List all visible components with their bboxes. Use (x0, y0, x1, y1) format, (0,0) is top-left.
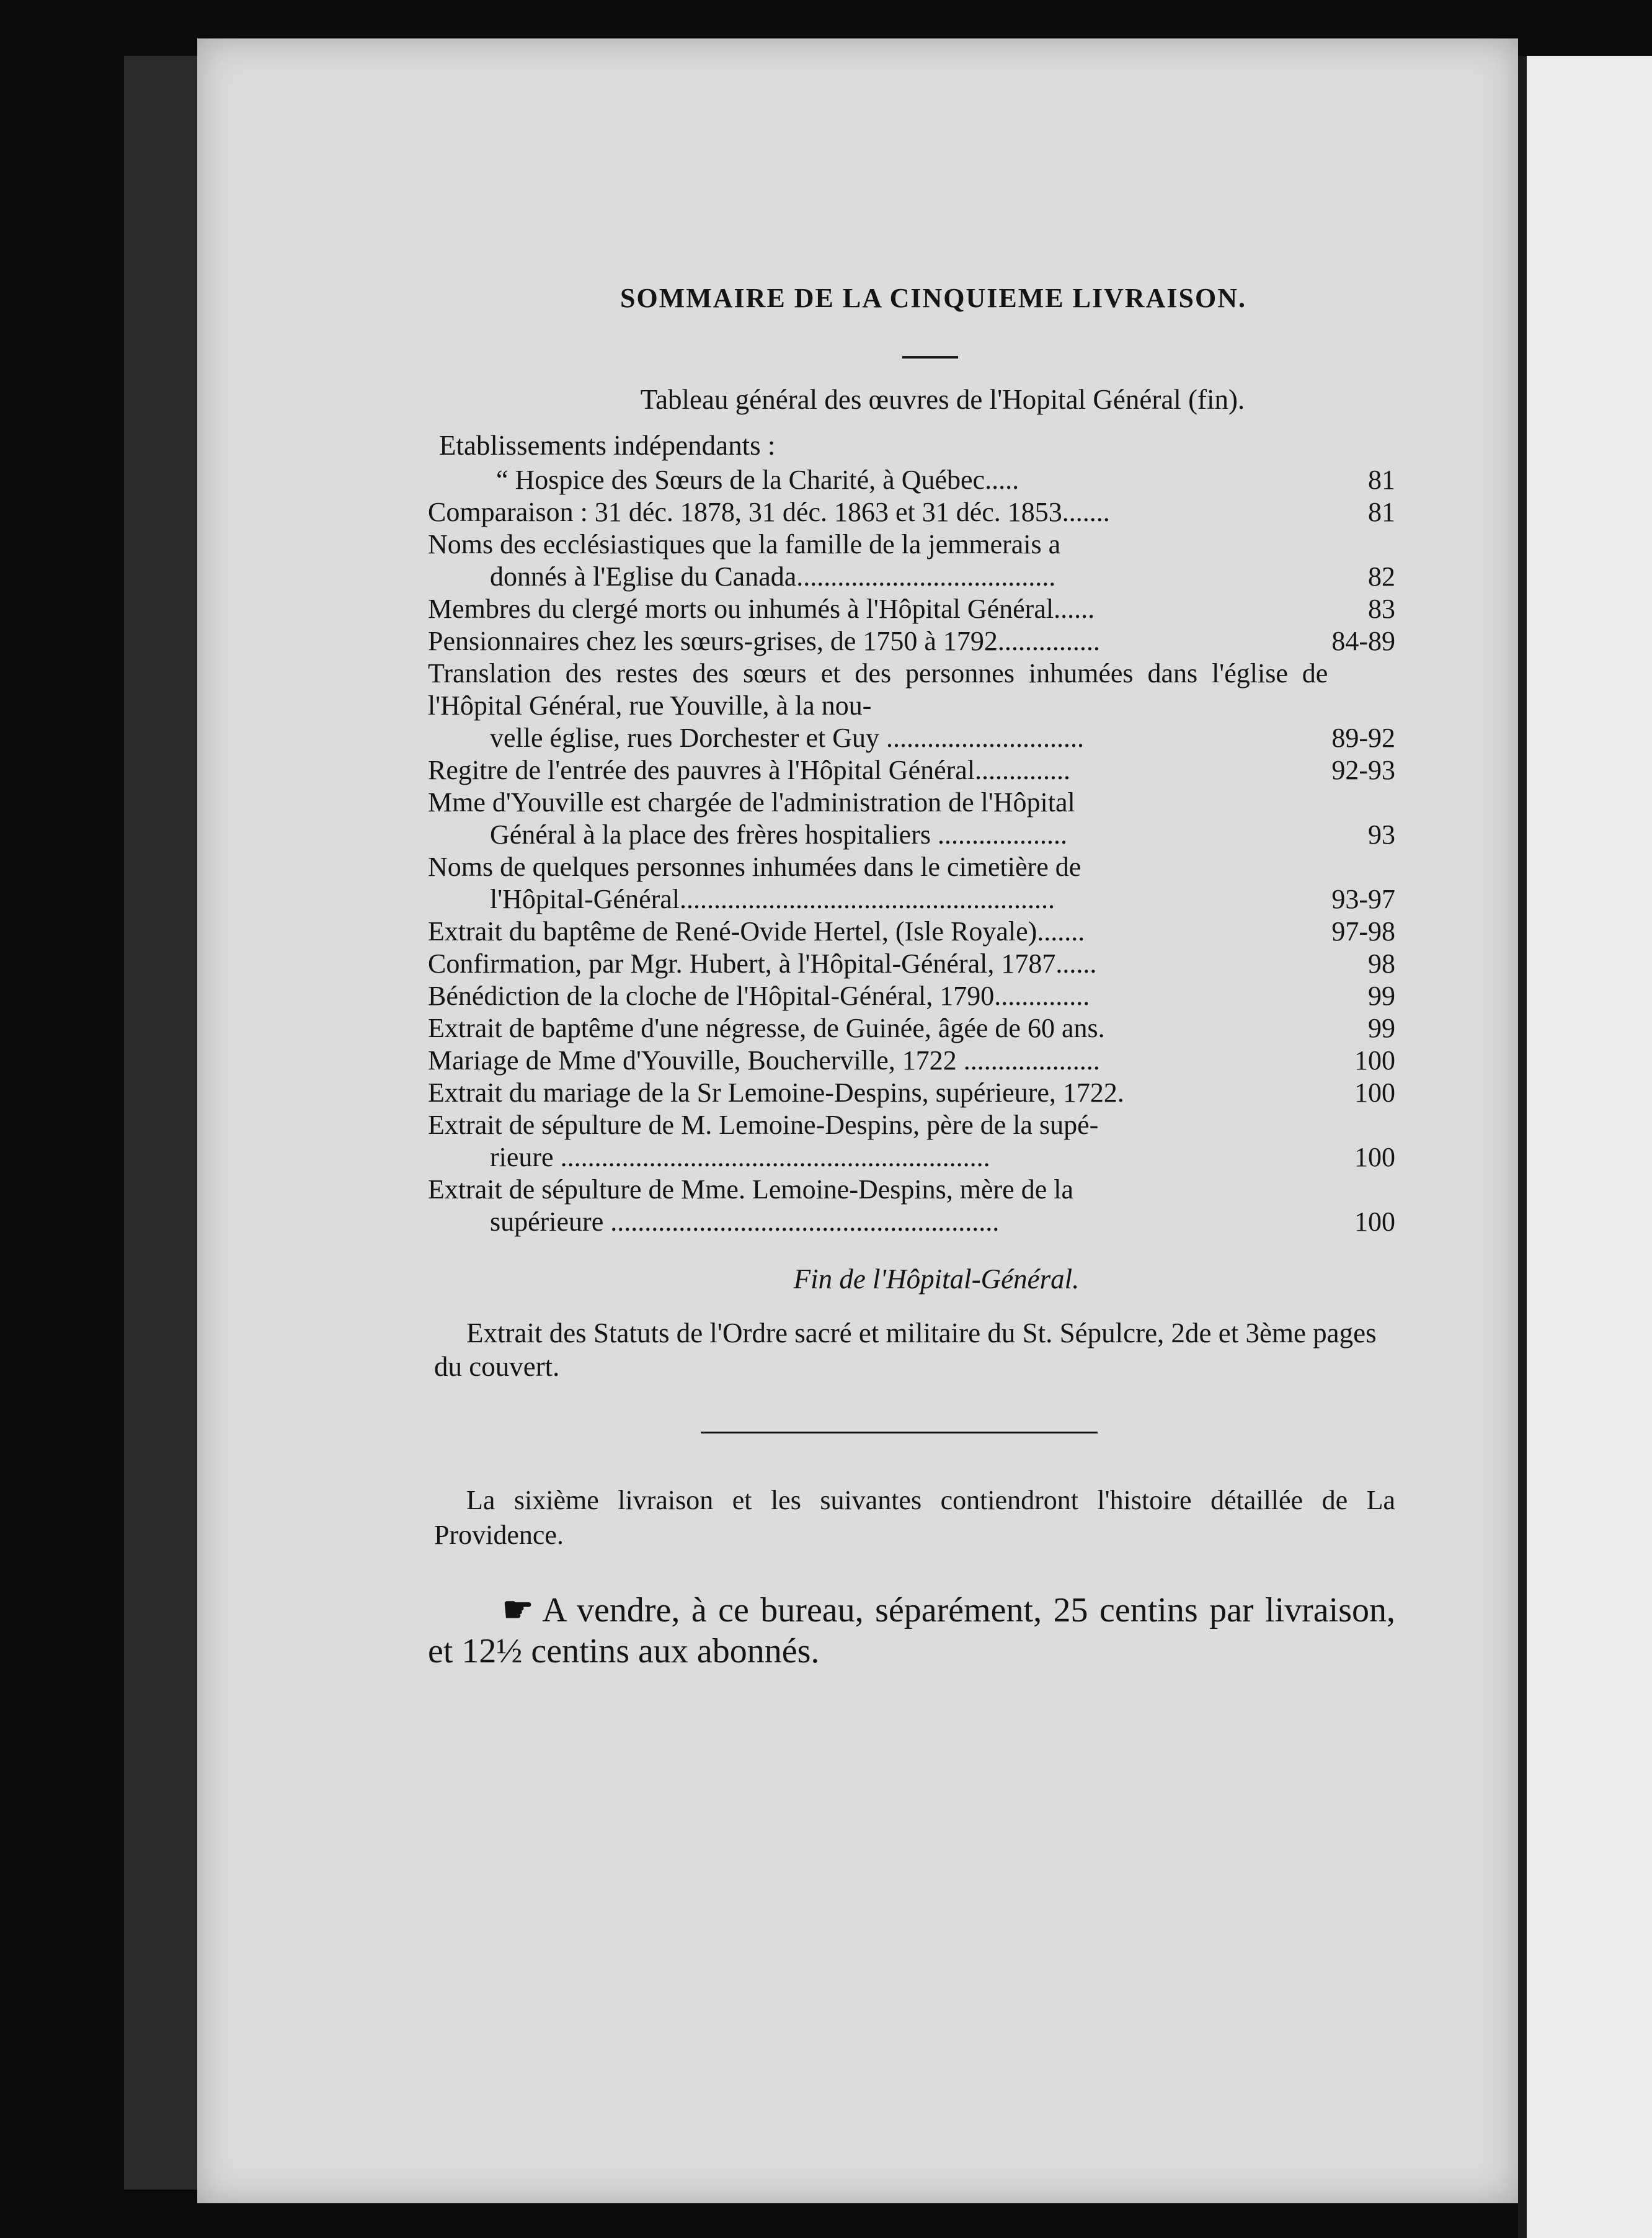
toc-entry-continuation: Général à la place des frères hospitaliers ................... (490, 819, 1067, 850)
toc-entry-text: Translation des restes des sœurs et des personnes inhumées dans l'église de l'Hôpital Général, rue Youville, à la nou- (428, 658, 1328, 721)
statuts-note: Extrait des Statuts de l'Ordre sacré et militaire du St. Sépulcre, 2de et 3ème pages du couvert. (434, 1317, 1377, 1382)
toc-entry (428, 1077, 1395, 1109)
toc-entry-pages: 81 (1368, 465, 1395, 495)
toc-entry (428, 1012, 1395, 1045)
toc-entry-continuation: l'Hôpital-Général....................................................... (490, 884, 1055, 914)
toc-entry-pages: 83 (1368, 594, 1395, 624)
toc-entry (428, 754, 1395, 787)
toc-entry-label: Bénédiction de la cloche de l'Hôpital-Général, 1790.............. (428, 981, 1090, 1011)
toc-entry (428, 496, 1395, 528)
toc-entry (428, 658, 1395, 754)
toc-entry-label: Mariage de Mme d'Youville, Boucherville, 1722 .................... (428, 1045, 1100, 1076)
pointing-hand-icon: ☛ (502, 1591, 534, 1629)
toc-entry-continuation: supérieure ......................................................... (490, 1206, 1000, 1237)
title-divider (902, 356, 958, 359)
toc-entry-text: Noms de quelques personnes inhumées dans le cimetière de (428, 852, 1081, 882)
table-of-contents (428, 464, 1395, 1238)
toc-entry-pages: 82 (1368, 561, 1395, 592)
toc-entry-label: Confirmation, par Mgr. Hubert, à l'Hôpital-Général, 1787...... (428, 948, 1097, 979)
toc-entry (428, 916, 1395, 948)
page-content (428, 282, 1395, 1672)
toc-entry-label: Extrait du baptême de René-Ovide Hertel, (Isle Royale)....... (428, 916, 1085, 947)
toc-entry-pages: 100 (1354, 1206, 1395, 1237)
toc-entry-label: Extrait de baptême d'une négresse, de Guinée, âgée de 60 ans. (428, 1013, 1105, 1043)
toc-entry (428, 787, 1395, 851)
toc-entry-label: Regitre de l'entrée des pauvres à l'Hôpital Général.............. (428, 755, 1071, 785)
toc-entry-pages: 99 (1368, 1013, 1395, 1043)
toc-entry-text: Mme d'Youville est chargée de l'administration de l'Hôpital (428, 787, 1075, 818)
toc-entry (428, 464, 1395, 496)
toc-entry-label: Extrait du mariage de la Sr Lemoine-Despins, supérieure, 1722. (428, 1077, 1124, 1108)
toc-entry-pages: 100 (1354, 1077, 1395, 1108)
toc-entry-pages: 93 (1368, 819, 1395, 850)
toc-entry (428, 593, 1395, 625)
toc-entry-label (428, 528, 1364, 593)
toc-entry-label: Membres du clergé morts ou inhumés à l'Hôpital Général...... (428, 594, 1095, 624)
toc-entry-pages: 98 (1368, 948, 1395, 979)
sale-text: A vendre, à ce bureau, séparément, 25 centins par livraison, et 12½ centins aux abonnés. (428, 1591, 1395, 1670)
toc-entry-pages: 100 (1354, 1142, 1395, 1172)
book-gutter (124, 56, 197, 2190)
toc-entry (428, 1045, 1395, 1077)
page-shadow (1518, 56, 1527, 2238)
table-subtitle: Tableau général des œuvres de l'Hopital Général (fin). (640, 384, 1245, 415)
toc-entry-label: “ Hospice des Sœurs de la Charité, à Québec..... (496, 465, 1019, 495)
section-end-note: Fin de l'Hôpital-Général. (793, 1264, 1080, 1295)
toc-entry-label (428, 851, 1328, 916)
sale-notice (428, 1590, 1395, 1672)
toc-entry (428, 528, 1395, 593)
page-title: SOMMAIRE DE LA CINQUIEME LIVRAISON. (620, 283, 1246, 313)
adjacent-page (1527, 56, 1652, 2238)
toc-entry-pages: 92-93 (1331, 755, 1395, 785)
toc-entry-pages: 93-97 (1331, 884, 1395, 914)
toc-entry-text: Extrait de sépulture de M. Lemoine-Despins, père de la supé- (428, 1110, 1099, 1140)
toc-entry-text: Extrait de sépulture de Mme. Lemoine-Despins, mère de la (428, 1174, 1073, 1205)
section-divider (701, 1432, 1098, 1433)
toc-entry-pages: 81 (1368, 497, 1395, 527)
toc-entry-pages: 99 (1368, 981, 1395, 1011)
toc-entry-label (428, 787, 1364, 851)
toc-entry-label (428, 658, 1328, 754)
toc-entry (428, 851, 1395, 916)
toc-entry (428, 948, 1395, 980)
toc-entry-label (428, 1109, 1351, 1174)
toc-entry-pages: 97-98 (1331, 916, 1395, 947)
toc-entry (428, 1174, 1395, 1238)
toc-entry-label (428, 1174, 1351, 1238)
toc-entry-label: Comparaison : 31 déc. 1878, 31 déc. 1863 et 31 déc. 1853....... (428, 497, 1110, 527)
toc-entry-text: Noms des ecclésiastiques que la famille de la jemmerais a (428, 529, 1061, 560)
toc-entry-pages: 84-89 (1331, 626, 1395, 656)
toc-entry-label: Pensionnaires chez les sœurs-grises, de 1750 à 1792............... (428, 626, 1100, 656)
toc-entry (428, 625, 1395, 658)
toc-entry (428, 1109, 1395, 1174)
toc-entry-continuation: rieure ............................................................... (490, 1142, 990, 1172)
section-heading: Etablissements indépendants : (439, 430, 776, 461)
toc-entry-pages: 89-92 (1331, 723, 1395, 753)
toc-entry-continuation: velle église, rues Dorchester et Guy ............................. (490, 723, 1084, 753)
toc-entry-pages: 100 (1354, 1045, 1395, 1076)
next-issue-announcement: La sixième livraison et les suivantes contiendront l'histoire détaillée de La Providence. (434, 1485, 1395, 1550)
toc-entry-continuation: donnés à l'Eglise du Canada...................................... (490, 561, 1056, 592)
toc-entry (428, 980, 1395, 1012)
